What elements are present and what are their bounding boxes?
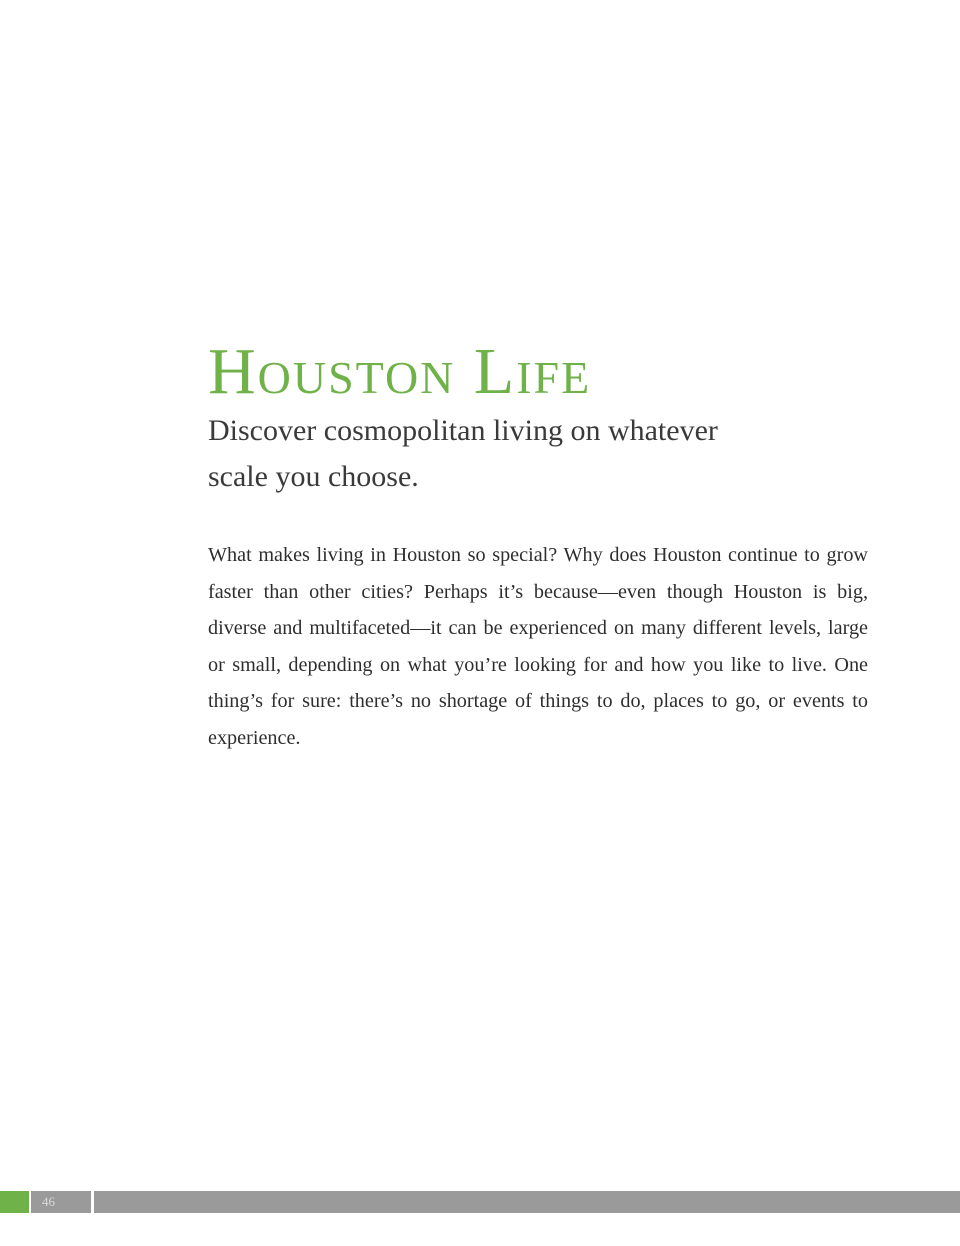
page-number: 46 <box>31 1191 91 1213</box>
body-paragraph: What makes living in Houston so special? Why does Houston continue to grow faster than other cities? Perhaps it’s because—even though Houston is big, diverse and multifaceted—it can be experienced on many different levels, large or small, depending on what you’re looking for and how you like to live. One thing’s for sure: there’s no shortage of things to do, places to go, or events to experience. <box>208 544 868 749</box>
footer-rule <box>94 1191 960 1213</box>
page-subtitle: Discover cosmopolitan living on whatever scale you choose. <box>208 414 718 493</box>
footer-accent-block <box>0 1191 29 1213</box>
footer-bar <box>0 1191 960 1213</box>
page-title: Houston Life <box>208 335 592 408</box>
